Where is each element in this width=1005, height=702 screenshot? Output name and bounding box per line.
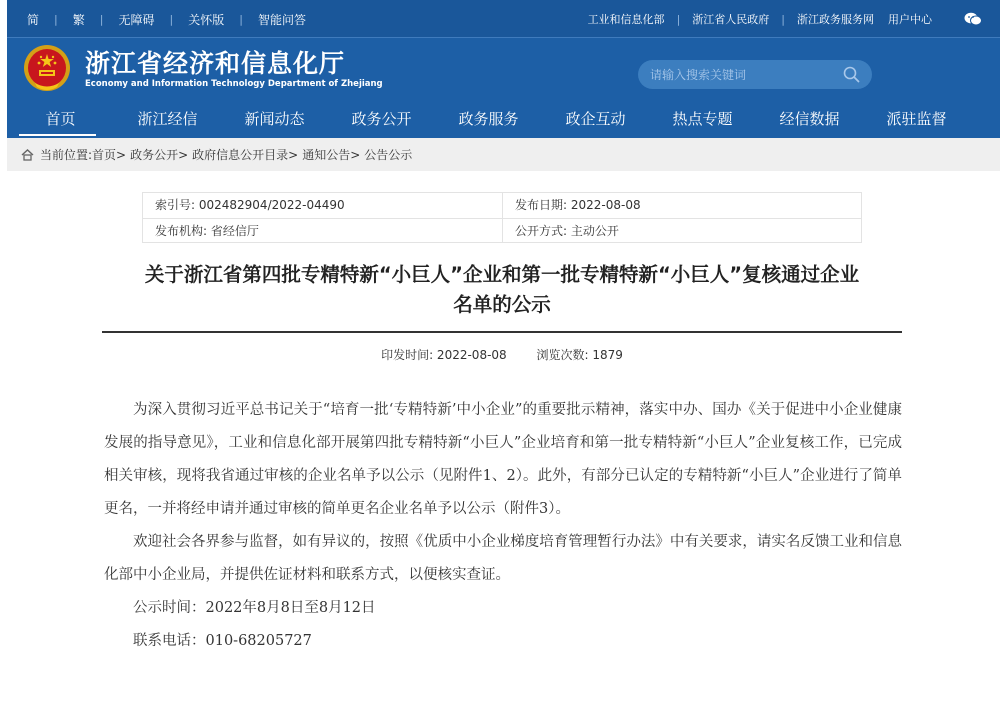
publicity-period: 公示时间：2022年8月8日至8月12日 (133, 600, 376, 616)
title-divider (102, 331, 902, 333)
miit-link[interactable]: 工业和信息化部 (587, 13, 665, 26)
divider: | (99, 13, 104, 26)
site-subtitle: Economy and Information Technology Department of Zhejiang (85, 79, 383, 89)
nav-item-economic-data[interactable]: 经信数据 (779, 110, 840, 128)
breadcrumb-notices[interactable]: 通知公告> (302, 148, 361, 162)
nav-item-supervision[interactable]: 派驻监督 (886, 110, 947, 128)
home-icon (21, 149, 34, 161)
index-number: 索引号: 002482904/2022-04490 (155, 198, 345, 212)
publishing-agency: 发布机构: 省经信厅 (155, 224, 259, 238)
government-service-link[interactable]: 浙江政务服务网 (797, 13, 874, 26)
top-bar (7, 0, 1000, 38)
smart-qa-link[interactable]: 智能问答 (257, 13, 306, 27)
article-title (102, 260, 902, 320)
breadcrumb-info-catalog[interactable]: 政府信息公开目录> (192, 148, 299, 162)
breadcrumb (7, 138, 1000, 171)
breadcrumb-prefix: 当前位置: (40, 148, 93, 162)
publish-date: 发布日期: 2022-08-08 (502, 193, 861, 218)
main-nav (7, 104, 1000, 138)
breadcrumb-home[interactable]: 首页> (92, 148, 127, 162)
article-paragraph: 为深入贯彻习近平总书记关于“培育一批‘专精特新’中小企业”的重要批示精神，落实中办、国办《关于促进中小企业健康发展的指导意见》，工业和信息化部开展第四批专精特新“小巨人”企业培育和第一批专精特新“小巨人”企业复核工作，已完成相关审核，现将我省通过审核的企业名单予以公示（见附件1、2）。此外，有部分已认定的专精特新“小巨人”企业进行了简单更名，一并将经申请并通过审核的简单更名企业名单予以公示（附件3）。 (104, 402, 902, 517)
contact-phone: 联系电话：010-68205727 (133, 633, 312, 649)
nav-item-government-services[interactable]: 政务服务 (458, 110, 519, 128)
article-info (102, 346, 902, 363)
search-box (638, 60, 872, 89)
provincial-government-link[interactable]: 浙江省人民政府 (692, 13, 770, 26)
article-body (104, 394, 902, 658)
article-title-line: 关于浙江省第四批专精特新“小巨人”企业和第一批专精特新“小巨人”复核通过企业 (144, 263, 860, 286)
wechat-icon[interactable] (964, 12, 982, 26)
article-title-line: 名单的公示 (453, 293, 551, 316)
accessibility-link[interactable]: 无障碍 (118, 13, 155, 27)
disclosure-method: 公开方式: 主动公开 (502, 219, 861, 243)
search-input[interactable] (650, 65, 835, 84)
top-links-right (588, 11, 982, 27)
breadcrumb-announcements[interactable]: 公告公示 (364, 148, 413, 162)
divider: | (781, 12, 785, 26)
nav-item-news[interactable]: 新闻动态 (244, 110, 305, 128)
nav-item-hot-topics[interactable]: 热点专题 (672, 110, 733, 128)
elderly-care-version-link[interactable]: 关怀版 (188, 13, 225, 27)
search-icon[interactable] (843, 66, 860, 83)
site-title: 浙江省经济和信息化厅 (85, 49, 346, 78)
nav-item-interaction[interactable]: 政企互动 (565, 110, 626, 128)
simplified-chinese-link[interactable]: 简 (27, 13, 40, 27)
divider: | (676, 12, 681, 26)
divider: | (169, 13, 174, 26)
meta-row (143, 193, 861, 218)
nav-item-home[interactable]: 首页 (7, 104, 114, 138)
breadcrumb-government-affairs[interactable]: 政务公开> (130, 148, 189, 162)
top-links-left (27, 11, 306, 28)
user-center-link[interactable]: 用户中心 (888, 13, 932, 26)
nav-item-zhejiang-economy[interactable]: 浙江经信 (137, 110, 198, 128)
site-header (7, 0, 1000, 138)
article-paragraph: 欢迎社会各界参与监督，如有异议的，按照《优质中小企业梯度培育管理暂行办法》中有关要求，请实名反馈工业和信息化部中小企业局，并提供佐证材料和联系方式，以便核实查证。 (104, 534, 902, 583)
national-emblem-logo[interactable] (21, 43, 73, 95)
document-meta-table (142, 192, 862, 243)
nav-item-government-affairs[interactable]: 政务公开 (351, 110, 412, 128)
divider: | (54, 13, 58, 26)
divider: | (239, 13, 243, 26)
meta-row (143, 218, 861, 243)
view-count: 浏览次数: 1879 (536, 348, 623, 362)
traditional-chinese-link[interactable]: 繁 (72, 13, 85, 27)
issue-date: 印发时间: 2022-08-08 (381, 348, 507, 362)
